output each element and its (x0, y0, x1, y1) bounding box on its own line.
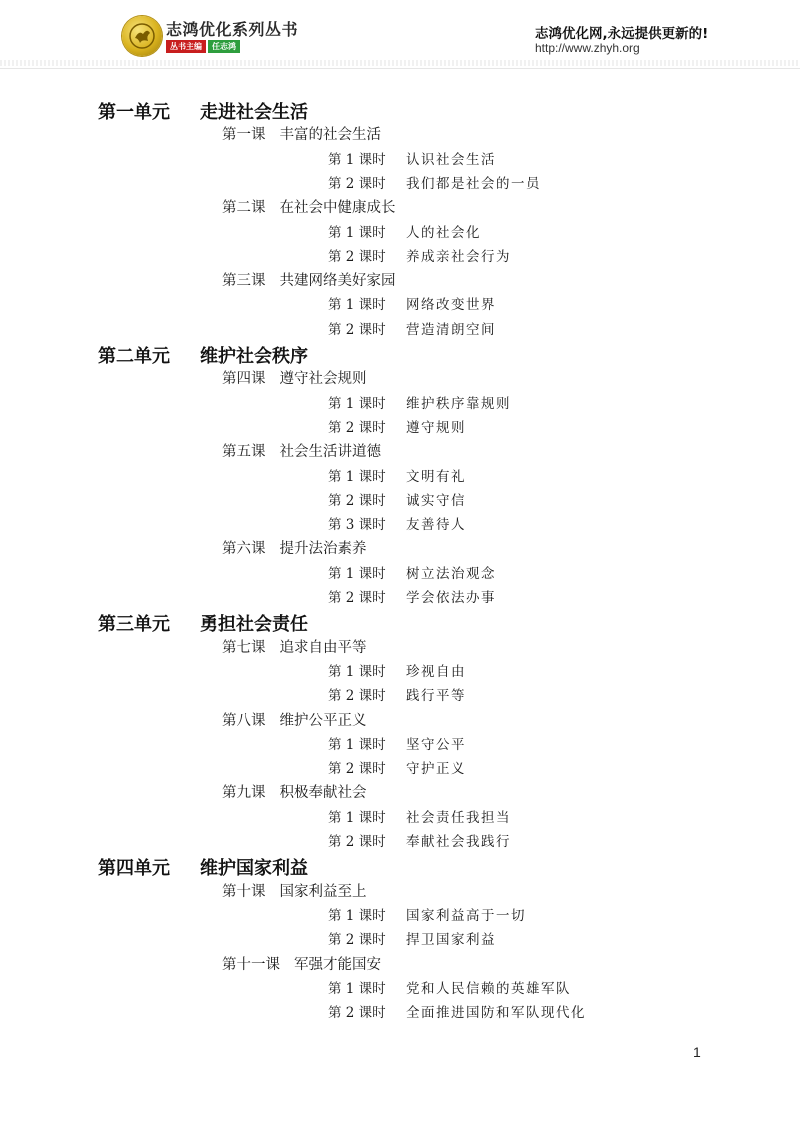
period-title: 奉献社会我践行 (406, 834, 511, 850)
lesson-title: 追求自由平等 (279, 639, 367, 656)
period-entry (328, 562, 496, 582)
page-header (0, 0, 800, 69)
period-title: 坚守公平 (406, 736, 466, 753)
period-entry (328, 586, 496, 606)
period-label: 第 2 课时 (328, 761, 386, 778)
lesson-heading (222, 440, 381, 461)
period-entry (328, 416, 466, 436)
period-label: 第 2 课时 (328, 175, 386, 192)
period-entry (328, 830, 511, 850)
unit-title: 走进社会生活 (200, 102, 308, 123)
period-entry (328, 221, 481, 241)
period-entry (328, 318, 496, 338)
period-label: 第 1 课时 (328, 663, 386, 680)
series-title: 志鸿优化系列丛书 (166, 20, 299, 39)
period-title: 我们都是社会的一员 (406, 175, 541, 192)
lesson-label: 第三课 (222, 273, 266, 290)
unit-heading (98, 854, 308, 880)
period-entry (328, 148, 496, 168)
period-title: 友善待人 (406, 517, 466, 534)
site-url-link[interactable]: http://www.zhyh.org (535, 41, 640, 55)
lesson-title: 丰富的社会生活 (279, 127, 381, 144)
lesson-title: 军强才能国安 (294, 956, 381, 973)
lesson-label: 第十一课 (222, 956, 280, 973)
period-entry (328, 392, 511, 412)
lesson-heading (222, 123, 381, 144)
lesson-label: 第九课 (222, 785, 266, 802)
period-title: 遵守规则 (406, 419, 466, 436)
unit-title: 勇担社会责任 (200, 614, 308, 636)
unit-label: 第三单元 (98, 614, 170, 636)
lesson-label: 第十课 (222, 883, 266, 900)
header-divider (0, 60, 800, 66)
period-entry (328, 513, 466, 534)
editor-label: 丛书主编 (166, 40, 206, 53)
lesson-heading (222, 636, 367, 657)
period-title: 捍卫国家利益 (406, 932, 496, 949)
period-entry (328, 977, 571, 997)
lesson-label: 第一课 (222, 127, 266, 144)
period-title: 全面推进国防和军队现代化 (406, 1005, 586, 1022)
period-entry (328, 757, 466, 778)
lesson-heading (222, 269, 396, 290)
period-title: 维护秩序靠规则 (406, 395, 511, 412)
period-label: 第 2 课时 (328, 1005, 386, 1022)
lesson-label: 第八课 (222, 712, 266, 729)
lesson-label: 第六课 (222, 541, 266, 558)
lesson-heading (222, 709, 367, 730)
period-label: 第 1 课时 (328, 468, 386, 485)
lesson-title: 积极奉献社会 (279, 785, 367, 802)
period-title: 珍视自由 (406, 663, 466, 680)
period-title: 文明有礼 (406, 468, 466, 485)
unit-heading (98, 98, 308, 124)
lesson-title: 维护公平正义 (279, 712, 367, 729)
period-label: 第 1 课时 (328, 907, 386, 924)
period-title: 践行平等 (406, 688, 466, 705)
lesson-title: 提升法治素养 (279, 541, 367, 558)
period-entry (328, 1001, 586, 1022)
period-entry (328, 928, 496, 949)
lesson-heading (222, 781, 367, 802)
period-label: 第 1 课时 (328, 224, 386, 241)
period-title: 认识社会生活 (406, 151, 496, 168)
period-label: 第 2 课时 (328, 932, 386, 949)
period-label: 第 1 课时 (328, 395, 386, 412)
series-logo-icon (122, 16, 162, 56)
period-entry (328, 489, 466, 509)
lesson-label: 第五课 (222, 444, 266, 461)
period-entry (328, 660, 466, 680)
lesson-label: 第七课 (222, 639, 266, 656)
period-title: 学会依法办事 (406, 590, 496, 606)
lesson-heading (222, 880, 367, 901)
period-label: 第 2 课时 (328, 419, 386, 436)
lesson-label: 第二课 (222, 200, 266, 217)
unit-label: 第一单元 (98, 102, 170, 123)
unit-heading (98, 610, 308, 636)
period-label: 第 2 课时 (328, 321, 386, 338)
period-title: 国家利益高于一切 (406, 907, 526, 924)
editor-name: 任志鸿 (208, 40, 240, 53)
lesson-title: 社会生活讲道德 (279, 444, 381, 461)
lesson-heading (222, 953, 381, 974)
unit-label: 第四单元 (98, 858, 170, 880)
period-label: 第 3 课时 (328, 517, 386, 534)
period-label: 第 2 课时 (328, 492, 386, 509)
unit-title: 维护国家利益 (200, 858, 308, 880)
period-label: 第 1 课时 (328, 565, 386, 582)
period-label: 第 1 课时 (328, 809, 386, 826)
period-title: 树立法治观念 (406, 565, 496, 582)
unit-title: 维护社会秩序 (200, 346, 308, 367)
period-title: 养成亲社会行为 (406, 248, 511, 265)
period-entry (328, 733, 466, 753)
lesson-title: 在社会中健康成长 (279, 200, 396, 217)
period-entry (328, 806, 511, 826)
period-entry (328, 684, 466, 705)
period-entry (328, 245, 511, 265)
lesson-heading (222, 367, 367, 388)
period-entry (328, 293, 496, 314)
period-entry (328, 465, 466, 485)
lesson-title: 遵守社会规则 (279, 371, 367, 388)
period-entry (328, 172, 541, 192)
period-label: 第 2 课时 (328, 688, 386, 705)
period-title: 诚实守信 (406, 492, 466, 509)
period-label: 第 2 课时 (328, 834, 386, 850)
site-slogan: 志鸿优化网,永远提供更新的! (535, 26, 709, 42)
unit-heading (98, 342, 308, 368)
unit-label: 第二单元 (98, 346, 170, 367)
period-title: 社会责任我担当 (406, 809, 511, 826)
lesson-heading (222, 537, 367, 558)
period-entry (328, 904, 526, 924)
period-title: 守护正义 (406, 761, 466, 778)
lesson-heading (222, 196, 396, 217)
lesson-label: 第四课 (222, 371, 266, 388)
period-label: 第 2 课时 (328, 590, 386, 606)
period-label: 第 2 课时 (328, 248, 386, 265)
lesson-title: 国家利益至上 (279, 883, 367, 900)
lesson-title: 共建网络美好家园 (279, 273, 396, 290)
period-label: 第 1 课时 (328, 980, 386, 997)
period-label: 第 1 课时 (328, 736, 386, 753)
period-label: 第 1 课时 (328, 151, 386, 168)
period-title: 网络改变世界 (406, 297, 496, 314)
period-title: 人的社会化 (406, 224, 481, 241)
editor-credit (166, 40, 240, 53)
period-label: 第 1 课时 (328, 297, 386, 314)
period-title: 党和人民信赖的英雄军队 (406, 980, 571, 997)
period-title: 营造清朗空间 (406, 321, 496, 338)
page-number: 1 (693, 1044, 701, 1060)
